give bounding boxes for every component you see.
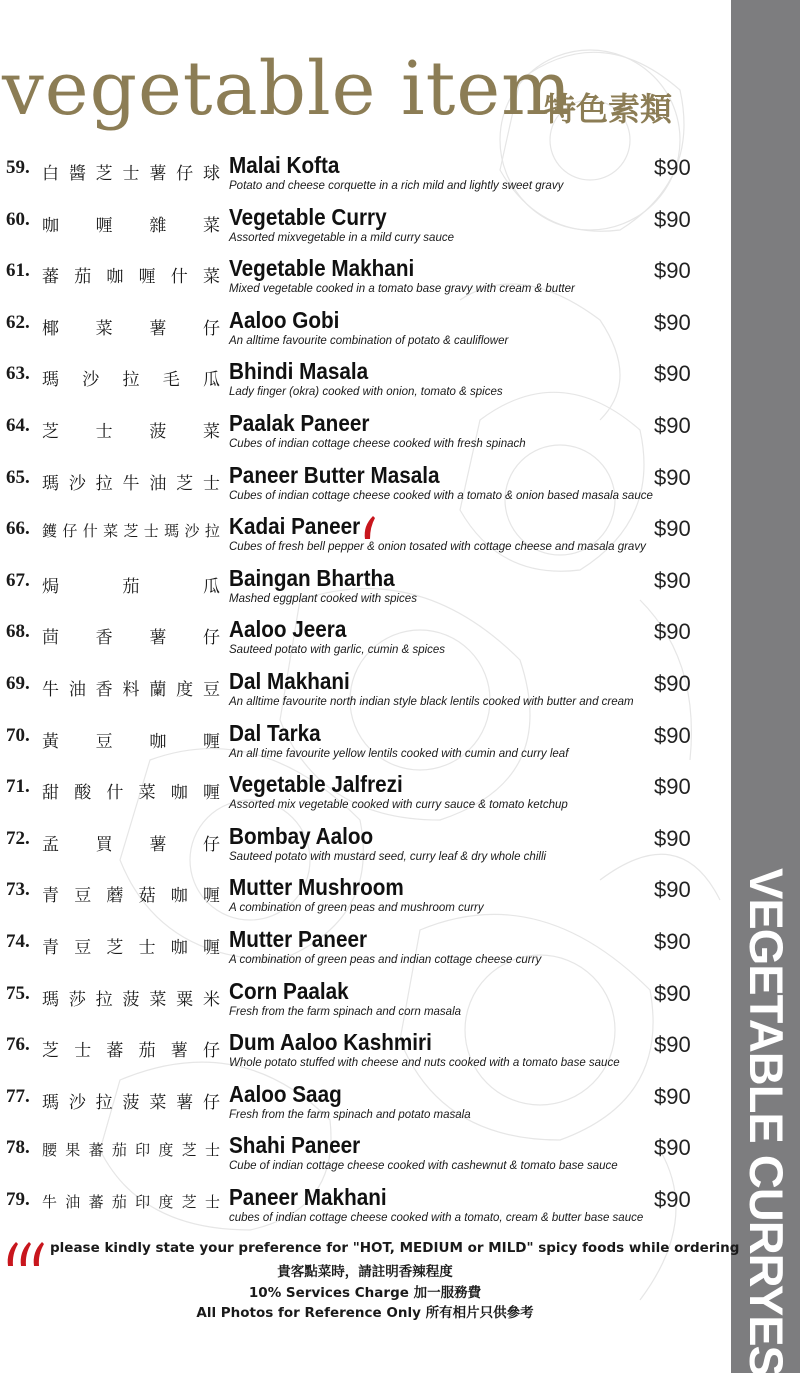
item-number: 62. — [6, 311, 30, 333]
item-description: An alltime favourite north indian style black lentils cooked with butter and cream — [229, 695, 634, 708]
item-english-name: Vegetable Makhani — [229, 255, 415, 282]
menu-item — [0, 1028, 730, 1080]
item-price: $90 — [654, 1083, 691, 1109]
item-chinese-name: 白 醬 芝 士 薯 仔 球 — [42, 164, 220, 184]
item-price: $90 — [654, 1032, 691, 1058]
item-english-name: Bombay Aaloo — [229, 822, 374, 849]
page-title-chinese: 特色素類 — [544, 90, 673, 128]
item-chinese-name: 瑪 沙 拉 牛 油 芝 士 — [42, 473, 220, 494]
item-chinese-name: 青 豆 芝 士 咖 喱 — [42, 937, 220, 958]
item-price: $90 — [654, 722, 691, 748]
sidebar-label: VEGETABLE CURRYES — [740, 868, 793, 1376]
menu-item — [0, 512, 730, 564]
item-price: $90 — [654, 258, 691, 284]
menu-item — [0, 1183, 730, 1235]
item-price: $90 — [654, 877, 691, 903]
item-description: Cube of indian cottage cheese cooked with cashewnut & tomato base sauce — [229, 1160, 618, 1173]
item-price: $90 — [654, 155, 691, 180]
menu-list — [0, 151, 730, 1234]
item-price: $90 — [654, 670, 691, 696]
item-chinese-name: 蕃 茄 咖 喱 什 菜 — [42, 267, 220, 288]
service-charge-note: 10% Services Charge 加一服務費 — [248, 1285, 482, 1301]
item-description: Cubes of indian cottage cheese cooked with a tomato & onion based masala sauce — [229, 489, 653, 502]
item-description: Assorted mix vegetable cooked with curry sauce & tomato ketchup — [229, 799, 568, 812]
item-chinese-name: 焗 茄 瓜 — [42, 576, 220, 597]
item-chinese-name: 腰 果 蕃 茄 印 度 芝 士 — [42, 1141, 220, 1160]
menu-item — [0, 615, 730, 667]
item-price: $90 — [654, 361, 691, 387]
item-english-name: Bhindi Masala — [229, 358, 369, 385]
item-price: $90 — [654, 928, 691, 954]
item-english-name: Aaloo Saag — [229, 1080, 342, 1107]
item-price: $90 — [654, 567, 691, 593]
item-number: 67. — [6, 569, 30, 591]
item-number: 63. — [6, 363, 30, 385]
item-english-name: Corn Paalak — [229, 977, 349, 1004]
item-english-name: Mutter Mushroom — [229, 874, 404, 901]
item-number: 71. — [6, 776, 30, 798]
item-number: 77. — [6, 1085, 30, 1107]
item-description: Potato and cheese corquette in a rich mild and lightly sweet gravy — [229, 180, 564, 192]
item-english-name: Malai Kofta — [229, 152, 340, 178]
item-chinese-name: 瑪 沙 拉 菠 菜 薯 仔 — [42, 1092, 220, 1113]
item-english-name: Paneer Butter Masala — [229, 461, 440, 488]
item-description: Assorted mixvegetable in a mild curry sauce — [229, 231, 454, 244]
item-description: Lady finger (okra) cooked with onion, tomato & spices — [229, 386, 503, 399]
item-number: 68. — [6, 621, 30, 643]
menu-item — [0, 873, 730, 925]
menu-item — [0, 151, 730, 203]
item-price: $90 — [654, 774, 691, 800]
item-english-name: Dum Aaloo Kashmiri — [229, 1029, 432, 1056]
menu-item — [0, 409, 730, 461]
item-english-name: Vegetable Curry — [229, 203, 387, 230]
item-chinese-name: 牛 油 香 料 蘭 度 豆 — [42, 679, 220, 700]
item-chinese-name: 芝 士 菠 菜 — [42, 421, 220, 442]
item-chinese-name: 椰 菜 薯 仔 — [42, 318, 220, 339]
spicy-preference-note: please kindly state your preference for "HOT, MEDIUM or MILD" spicy foods while ordering — [50, 1240, 740, 1256]
item-description: Whole potato stuffed with cheese and nuts cooked with a tomato base sauce — [229, 1057, 620, 1070]
menu-item — [0, 770, 730, 822]
menu-item — [0, 977, 730, 1029]
item-english-name: Mutter Paneer — [229, 925, 368, 952]
menu-item — [0, 822, 730, 874]
menu-item — [0, 719, 730, 771]
item-description: An all time favourite yellow lentils cooked with cumin and curry leaf — [229, 747, 569, 760]
menu-item — [0, 667, 730, 719]
menu-item — [0, 461, 730, 513]
item-description: Sauteed potato with mustard seed, curry leaf & dry whole chilli — [229, 850, 547, 863]
item-number: 66. — [6, 518, 30, 540]
item-price: $90 — [654, 412, 691, 438]
menu-item — [0, 357, 730, 409]
item-price: $90 — [654, 619, 691, 645]
item-number: 73. — [6, 879, 30, 901]
item-number: 75. — [6, 982, 30, 1004]
item-description: Cubes of indian cottage cheese cooked with fresh spinach — [229, 437, 526, 450]
item-number: 59. — [6, 157, 30, 178]
item-english-name: Paneer Makhani — [229, 1183, 387, 1210]
item-number: 74. — [6, 930, 30, 952]
item-number: 70. — [6, 724, 30, 746]
photo-disclaimer: All Photos for Reference Only 所有相片只供參考 — [196, 1305, 534, 1321]
item-description: Fresh from the farm spinach and corn masala — [229, 1005, 462, 1018]
item-english-name: Shahi Paneer — [229, 1132, 361, 1159]
item-chinese-name: 黃 豆 咖 喱 — [42, 731, 220, 752]
item-price: $90 — [654, 1186, 691, 1212]
item-english-name: Paalak Paneer — [229, 409, 370, 436]
item-chinese-name: 青 豆 蘑 菇 咖 喱 — [42, 886, 220, 907]
item-chinese-name: 瑪 沙 拉 毛 瓜 — [42, 370, 220, 391]
item-price: $90 — [654, 1135, 691, 1161]
item-description: Sauteed potato with garlic, cumin & spices — [229, 644, 446, 657]
item-number: 69. — [6, 672, 30, 694]
item-english-name: Vegetable Jalfrezi — [229, 771, 403, 798]
item-english-name: Aaloo Jeera — [229, 616, 347, 643]
item-description: An alltime favourite combination of potato & cauliflower — [229, 334, 509, 347]
item-chinese-name: 牛 油 蕃 茄 印 度 芝 士 — [42, 1192, 220, 1211]
item-chinese-name: 孟 買 薯 仔 — [42, 834, 220, 855]
item-price: $90 — [654, 464, 691, 490]
item-description: Cubes of fresh bell pepper & onion tosated with cottage cheese and masala gravy — [229, 541, 646, 554]
item-chinese-name: 茴 香 薯 仔 — [42, 628, 220, 649]
item-description: Mashed eggplant cooked with spices — [229, 592, 417, 605]
item-chinese-name: 芝 士 蕃 茄 薯 仔 — [42, 1041, 220, 1062]
item-number: 61. — [6, 260, 30, 282]
item-english-name: Aaloo Gobi — [229, 306, 340, 333]
item-price: $90 — [654, 516, 691, 542]
item-price: $90 — [654, 980, 691, 1006]
menu-item — [0, 254, 730, 306]
item-description: Fresh from the farm spinach and potato masala — [229, 1108, 471, 1121]
item-price: $90 — [654, 206, 691, 232]
menu-item — [0, 564, 730, 616]
item-price: $90 — [654, 309, 691, 335]
item-number: 64. — [6, 414, 30, 436]
item-description: Mixed vegetable cooked in a tomato base gravy with cream & butter — [229, 283, 575, 296]
spicy-note-chinese: 貴客點菜時，請註明香辣程度 — [277, 1264, 453, 1280]
item-english-name: Baingan Bhartha — [229, 564, 395, 591]
chili-icon — [362, 514, 378, 540]
item-number: 79. — [6, 1188, 30, 1210]
page-title: vegetable item — [2, 46, 573, 132]
item-number: 78. — [6, 1137, 30, 1159]
item-description: A combination of green peas and mushroom curry — [229, 902, 484, 915]
item-chinese-name: 咖 喱 雜 菜 — [42, 215, 220, 236]
item-english-name: Dal Tarka — [229, 719, 321, 746]
item-description: cubes of indian cottage cheese cooked with a tomato, cream & butter base sauce — [229, 1211, 644, 1224]
menu-item — [0, 1131, 730, 1183]
item-number: 72. — [6, 827, 30, 849]
item-chinese-name: 瑪 莎 拉 菠 菜 粟 米 — [42, 989, 220, 1010]
item-number: 65. — [6, 466, 30, 488]
item-price: $90 — [654, 825, 691, 851]
item-chinese-name: 甜 酸 什 菜 咖 喱 — [42, 783, 220, 804]
menu-item — [0, 203, 730, 255]
item-english-name: Kadai Paneer — [229, 513, 361, 540]
menu-item — [0, 925, 730, 977]
item-number: 76. — [6, 1034, 30, 1056]
item-number: 60. — [6, 208, 30, 230]
item-description: A combination of green peas and indian cottage cheese curry — [229, 953, 542, 966]
item-chinese-name: 鑊 仔 什 菜 芝 士 瑪 沙 拉 — [42, 522, 220, 541]
menu-item — [0, 1080, 730, 1132]
menu-item — [0, 306, 730, 358]
item-english-name: Dal Makhani — [229, 667, 350, 694]
